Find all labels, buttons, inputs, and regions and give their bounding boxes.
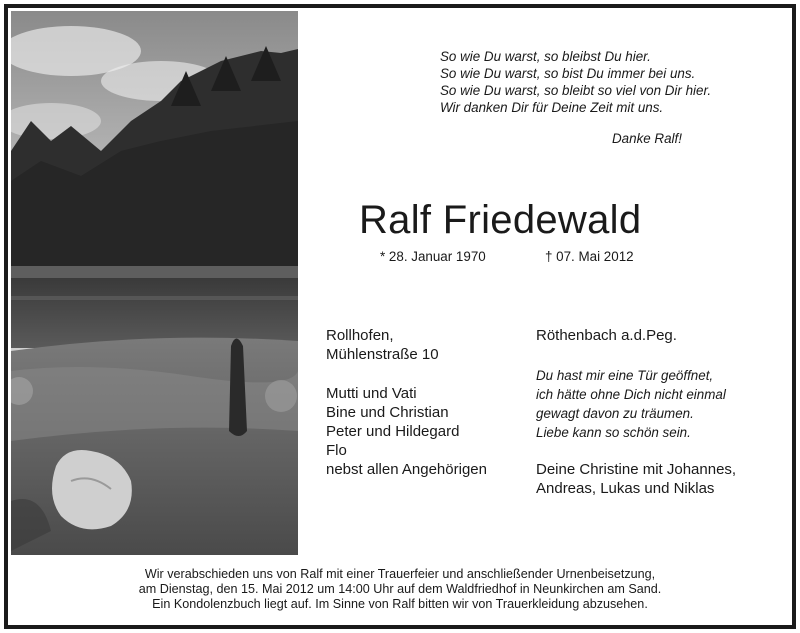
poem-line: Du hast mir eine Tür geöffnet, bbox=[536, 368, 714, 383]
quote-line: So wie Du warst, so bist Du immer bei uns. bbox=[440, 66, 696, 81]
quote-line: So wie Du warst, so bleibt so viel von Dir hier. bbox=[440, 83, 712, 98]
thanks-line: Danke Ralf! bbox=[612, 131, 682, 146]
family-line: nebst allen Angehörigen bbox=[326, 461, 487, 478]
family-line: Deine Christine mit Johannes, bbox=[536, 461, 737, 478]
notice-line: Wir verabschieden uns von Ralf mit einer Trauerfeier und anschließender Urnenbeisetzung, bbox=[144, 567, 656, 581]
notice-line: am Dienstag, den 15. Mai 2012 um 14:00 Uhr auf dem Waldfriedhof in Neunkirchen am Sand. bbox=[138, 582, 662, 596]
memorial-quote bbox=[440, 48, 760, 116]
address-line: Mühlenstraße 10 bbox=[326, 346, 439, 363]
family-line: Flo bbox=[326, 442, 347, 459]
poem-line: gewagt davon zu träumen. bbox=[536, 406, 694, 421]
family-line: Andreas, Lukas und Niklas bbox=[536, 480, 715, 497]
family-line: Bine und Christian bbox=[326, 404, 449, 421]
death-date: † 07. Mai 2012 bbox=[545, 249, 634, 264]
right-place: Röthenbach a.d.Peg. bbox=[536, 327, 677, 344]
birth-date: * 28. Januar 1970 bbox=[380, 249, 486, 264]
address-line: Rollhofen, bbox=[326, 327, 394, 344]
right-family bbox=[536, 460, 736, 498]
quote-line: So wie Du warst, so bleibst Du hier. bbox=[440, 49, 651, 64]
family-line: Peter und Hildegard bbox=[326, 423, 460, 440]
landscape-photo bbox=[11, 11, 298, 555]
notice-line: Ein Kondolenzbuch liegt auf. Im Sinne von Ralf bitten wir von Trauerkleidung abzusehen. bbox=[152, 597, 648, 611]
service-notice bbox=[11, 567, 789, 612]
deceased-name: Ralf Friedewald bbox=[359, 198, 642, 242]
left-address bbox=[326, 326, 439, 364]
right-poem bbox=[536, 366, 726, 442]
family-line: Mutti und Vati bbox=[326, 385, 417, 402]
quote-line: Wir danken Dir für Deine Zeit mit uns. bbox=[440, 100, 664, 115]
poem-line: Liebe kann so schön sein. bbox=[536, 425, 691, 440]
poem-line: ich hätte ohne Dich nicht einmal bbox=[536, 387, 726, 402]
left-family bbox=[326, 384, 487, 479]
